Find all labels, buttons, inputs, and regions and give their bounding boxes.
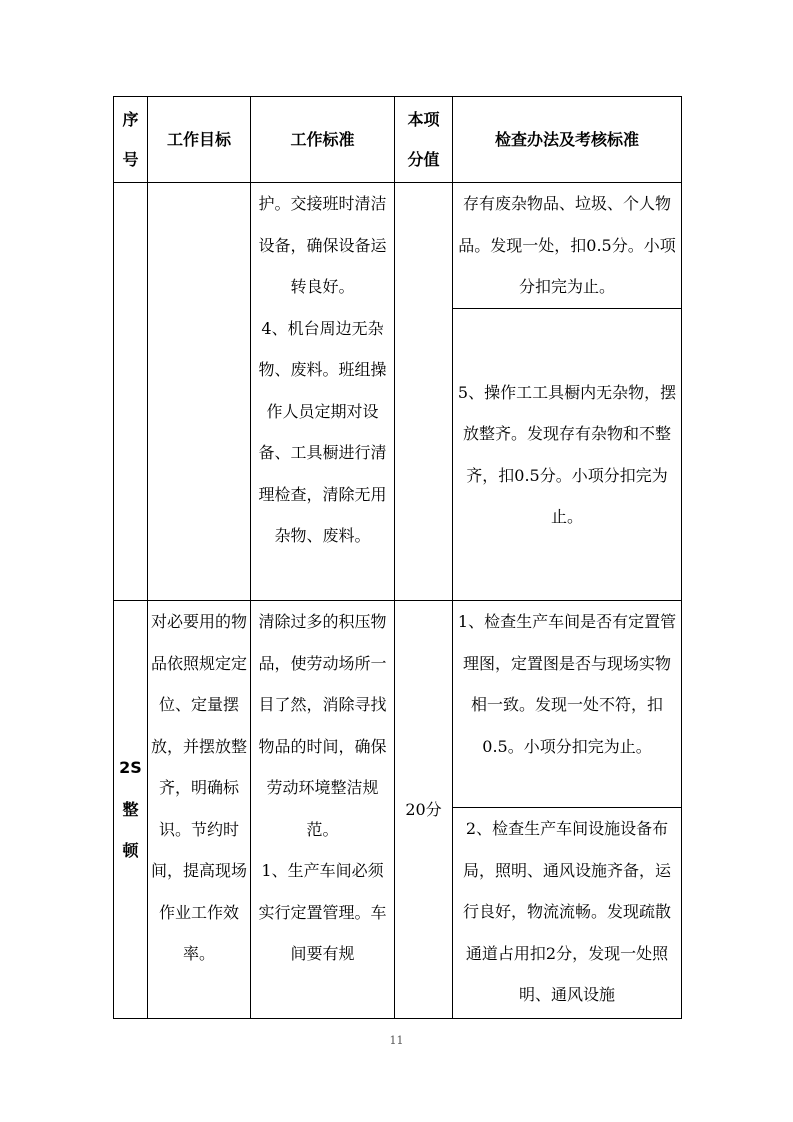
table-header-row: [114, 97, 682, 183]
table-row: [114, 183, 682, 309]
row2-goal: 对必要用的物品依照规定定位、定量摆放，并摆放整齐，明确标识。节约时间，提高现场作业工作效率。: [148, 601, 251, 1019]
inspection-standards-table: [113, 96, 682, 1019]
header-goal: 工作目标: [148, 97, 251, 183]
row2-method-a: 1、检查生产车间是否有定置管理图，定置图是否与现场实物相一致。发现一处不符，扣0.5。小项分扣完为止。: [453, 601, 682, 808]
header-no: 序 号: [114, 97, 148, 183]
row1-standard-cell: 护。交接班时清洁设备，确保设备运转良好。 4、机台周边无杂物、废料。班组操作人员定期对设备、工具橱进行清理检查，清除无用杂物、废料。: [251, 183, 395, 601]
row1-goal-cell: [148, 183, 251, 601]
row2-score: 20分: [395, 601, 453, 1019]
header-method: 检查办法及考核标准: [453, 97, 682, 183]
row2-standard: 清除过多的积压物品，使劳动场所一目了然，消除寻找物品的时间，确保劳动环境整洁规范。 1、生产车间必须实行定置管理。车间要有规: [251, 601, 395, 1019]
page-number: 11: [389, 1034, 404, 1047]
row1-method-b: 5、操作工工具橱内无杂物，摆放整齐。发现存有杂物和不整齐，扣0.5分。小项分扣完为止。: [453, 309, 682, 601]
header-standard: 工作标准: [251, 97, 395, 183]
row2-method-b: 2、检查生产车间设施设备布局，照明、通风设施齐备，运行良好，物流流畅。发现疏散通道占用扣2分，发现一处照明、通风设施: [453, 808, 682, 1019]
row1-score-cell: [395, 183, 453, 601]
table-row: [114, 601, 682, 808]
row1-no-cell: [114, 183, 148, 601]
row2-no: 2S 整 顿: [114, 601, 148, 1019]
header-score: 本项 分值: [395, 97, 453, 183]
row1-method-a: 存有废杂物品、垃圾、个人物品。发现一处，扣0.5分。小项分扣完为止。: [453, 183, 682, 309]
